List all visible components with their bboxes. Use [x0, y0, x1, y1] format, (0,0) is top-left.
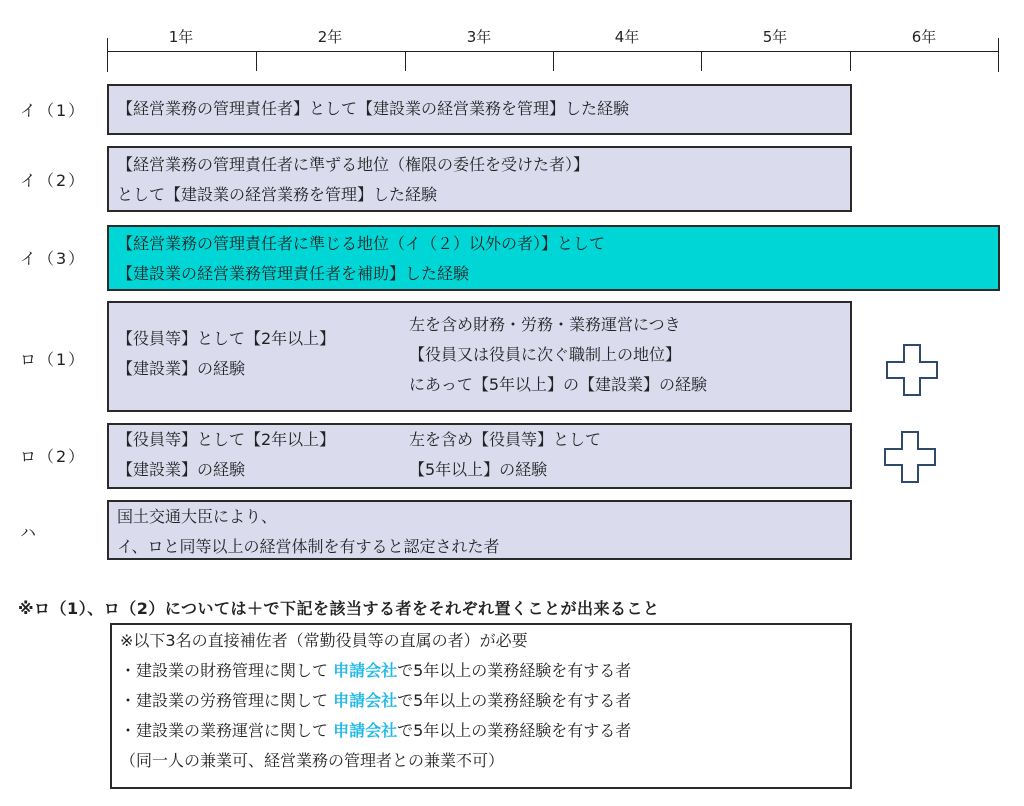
note-title: ※ロ（1）、ロ（2）については＋で下記を該当する者をそれぞれ置くことが出来ること	[18, 599, 660, 618]
requirement-right-column	[409, 425, 601, 485]
note-item	[120, 686, 850, 716]
row-label-ro1: ロ（1）	[20, 350, 87, 369]
timeline-tick	[107, 38, 108, 72]
timeline-tick	[701, 51, 702, 71]
note-item-text: ・建設業の財務管理に関して	[120, 661, 334, 680]
requirement-left-column	[117, 324, 335, 384]
note-item-text: で5年以上の業務経験を有する者	[397, 721, 632, 740]
row-label-i2: イ（2）	[20, 171, 87, 190]
note-item-accent: 申請会社	[333, 691, 398, 710]
requirement-box-ro1	[107, 301, 852, 412]
requirement-box-ha	[107, 500, 852, 560]
requirement-text: 【役員又は役員に次ぐ職制上の地位】	[409, 345, 682, 364]
timeline-tick	[850, 51, 851, 71]
row-label-ha: ハ	[20, 523, 39, 542]
requirement-text: にあって【5年以上】の【建設業】の経験	[409, 375, 708, 394]
requirement-text: 【5年以上】の経験	[409, 460, 548, 479]
plus-icon	[885, 343, 939, 397]
row-label-i3: イ（3）	[20, 249, 87, 268]
note-box	[110, 623, 852, 789]
requirement-text: イ、ロと同等以上の経営体制を有すると認定された者	[117, 537, 500, 556]
note-item-accent: 申請会社	[333, 721, 398, 740]
row-label-ro2: ロ（2）	[20, 447, 87, 466]
requirement-text: として【建設業の経営業務を管理】した経験	[117, 185, 438, 204]
requirement-text: 【役員等】として【2年以上】	[117, 430, 336, 449]
note-item-text: ・建設業の業務運営に関して	[120, 721, 334, 740]
requirement-text: 国土交通大臣により、	[117, 507, 278, 526]
year-label-1: 1年	[168, 28, 194, 46]
requirement-box-ro2	[107, 423, 852, 489]
requirement-text: 【経営業務の管理責任者に準じる地位（イ（２）以外の者）】として	[117, 234, 606, 253]
timeline-tick	[553, 51, 554, 71]
note-item-text: で5年以上の業務経験を有する者	[397, 691, 632, 710]
note-item-text: ・建設業の労務管理に関して	[120, 691, 334, 710]
year-label-2: 2年	[317, 28, 343, 46]
timeline-tick	[256, 51, 257, 71]
requirement-right-column	[409, 310, 707, 400]
note-intro: ※以下3名の直接補佐者（常勤役員等の直属の者）が必要	[120, 631, 528, 650]
requirement-text: 【建設業の経営業務管理責任者を補助】した経験	[117, 264, 470, 283]
requirement-text: 【建設業】の経験	[117, 460, 246, 479]
requirement-text: 左を含め【役員等】として	[409, 430, 602, 449]
note-footer: （同一人の兼業可、経営業務の管理者との兼業不可）	[120, 751, 505, 770]
requirement-text: 【経営業務の管理責任者】として【建設業の経営業務を管理】した経験	[117, 99, 630, 118]
year-label-3: 3年	[466, 28, 492, 46]
timeline-tick	[998, 38, 999, 72]
requirement-left-column	[117, 425, 335, 485]
requirement-text: 【建設業】の経験	[117, 359, 246, 378]
row-label-i1: イ（1）	[20, 101, 87, 120]
requirement-box-i2	[107, 146, 852, 212]
requirement-text: 左を含め財務・労務・業務運営につき	[409, 315, 681, 334]
plus-icon	[883, 430, 937, 484]
year-label-5: 5年	[762, 28, 788, 46]
year-label-4: 4年	[614, 28, 640, 46]
requirement-box-i3	[107, 225, 1000, 291]
year-timeline	[0, 0, 1024, 80]
requirement-text: 【役員等】として【2年以上】	[117, 329, 336, 348]
note-item-accent: 申請会社	[333, 661, 398, 680]
requirement-box-i1	[107, 84, 852, 135]
note-item	[120, 716, 850, 746]
year-label-6: 6年	[911, 28, 937, 46]
note-item-text: で5年以上の業務経験を有する者	[397, 661, 632, 680]
timeline-tick	[405, 51, 406, 71]
requirement-text: 【経営業務の管理責任者に準ずる地位（権限の委任を受けた者）】	[117, 155, 590, 174]
note-item	[120, 656, 850, 686]
